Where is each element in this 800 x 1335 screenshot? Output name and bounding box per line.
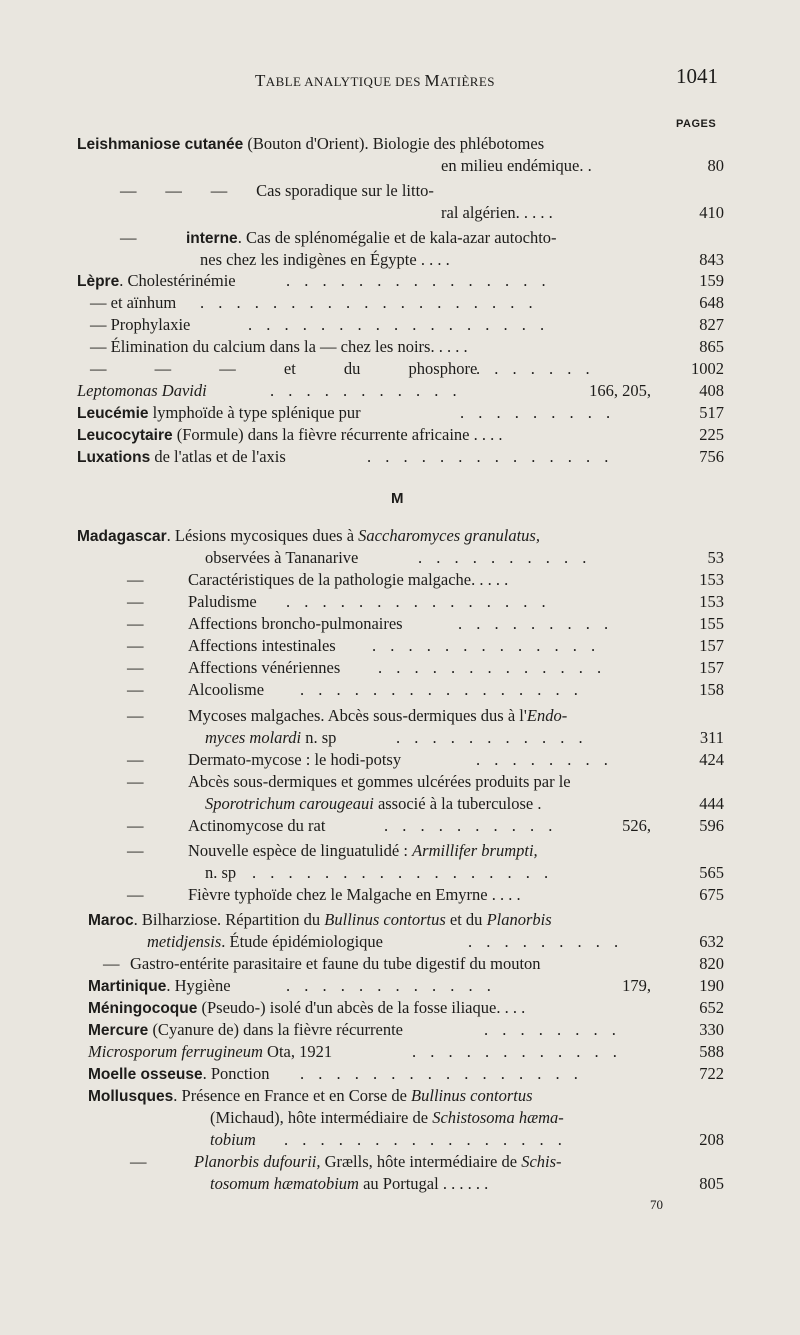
index-entry: — Fièvre typhoïde chez le Malgache en Emyrne . . . . 675	[127, 885, 724, 904]
index-entry: Martinique. Hygiène . . . . . . . . . . . . 179, 190	[88, 976, 724, 995]
index-entry: tosomum hæmatobium au Portugal . . . . . . 805	[210, 1174, 724, 1193]
index-entry: en milieu endémique. . 80	[441, 156, 724, 175]
index-entry: (Michaud), hôte intermédiaire de Schistosoma hæma-	[210, 1108, 564, 1127]
index-entry: — Paludisme . . . . . . . . . . . . . . . 153	[127, 592, 724, 611]
index-entry: — Élimination du calcium dans la — chez les noirs. . . . . 865	[90, 337, 724, 356]
index-entry: — Caractéristiques de la pathologie malgache. . . . . 153	[127, 570, 724, 589]
index-entry: — Abcès sous-dermiques et gommes ulcérées produits par le	[127, 772, 571, 791]
index-entry: — — — Cas sporadique sur le litto-	[120, 181, 434, 200]
index-entry: metidjensis. Étude épidémiologique . . . . . . . . . 632	[147, 932, 724, 951]
index-entry: — Planorbis dufourii, Grælls, hôte intermédiaire de Schis-	[130, 1152, 562, 1171]
index-entry: — Actinomycose du rat . . . . . . . . . . 526, 596	[127, 816, 724, 835]
index-entry: nes chez les indigènes en Égypte . . . . 843	[200, 250, 724, 269]
index-entry: Microsporum ferrugineum Ota, 1921 . . . . . . . . . . . . 588	[88, 1042, 724, 1061]
index-entry: Lèpre. Cholestérinémie . . . . . . . . . . . . . . . 159	[77, 271, 724, 290]
index-entry: myces molardi n. sp . . . . . . . . . . . 311	[205, 728, 724, 747]
index-entry: — Mycoses malgaches. Abcès sous-dermiques dus à l'Endo-	[127, 706, 568, 725]
index-entry: — interne. Cas de splénomégalie et de kala-azar autochto-	[120, 228, 557, 247]
index-entry: ral algérien. . . . . 410	[441, 203, 724, 222]
index-entry: Leptomonas Davidi . . . . . . . . . . . 166, 205, 408	[77, 381, 724, 400]
index-entry: Moelle osseuse. Ponction . . . . . . . . . . . . . . . . 722	[88, 1064, 724, 1083]
index-entry: Mercure (Cyanure de) dans la fièvre récurrente . . . . . . . . 330	[88, 1020, 724, 1039]
index-entry: — Affections broncho-pulmonaires . . . . . . . . . 155	[127, 614, 724, 633]
index-entry: Luxations de l'atlas et de l'axis . . . . . . . . . . . . . . 756	[77, 447, 724, 466]
index-entry: — Affections intestinales . . . . . . . . . . . . . 157	[127, 636, 724, 655]
index-entry: — Prophylaxie . . . . . . . . . . . . . . . . . 827	[90, 315, 724, 334]
running-header-title: TABLE ANALYTIQUE DES MATIÈRES	[255, 71, 495, 90]
index-entry: — — — et du phosphore . . . . . . . 1002	[90, 359, 724, 378]
index-entry: n. sp . . . . . . . . . . . . . . . . . 565	[205, 863, 724, 882]
index-entry: — et aïnhum . . . . . . . . . . . . . . . . . . . 648	[90, 293, 724, 312]
index-entry: — Dermato-mycose : le hodi-potsy . . . . . . . . 424	[127, 750, 724, 769]
index-entry: — Affections vénériennes . . . . . . . . . . . . . 157	[127, 658, 724, 677]
signature-mark: 70	[650, 1197, 663, 1212]
index-entry: Méningocoque (Pseudo-) isolé d'un abcès de la fosse iliaque. . . . 652	[88, 998, 724, 1017]
index-entry: — Nouvelle espèce de linguatulidé : Armillifer brumpti,	[127, 841, 538, 860]
index-entry: — Gastro-entérite parasitaire et faune du tube digestif du mouton 820	[103, 954, 724, 973]
section-letter: M	[391, 490, 404, 507]
index-entry: — Alcoolisme . . . . . . . . . . . . . . . . 158	[127, 680, 724, 699]
pages-column-label: PAGES	[676, 118, 717, 130]
index-entry: observées à Tananarive . . . . . . . . . . 53	[205, 548, 724, 567]
index-entry: Sporotrichum carougeaui associé à la tuberculose . 444	[205, 794, 724, 813]
index-entry: Leucémie lymphoïde à type splénique pur . . . . . . . . . 517	[77, 403, 724, 422]
index-entry: Madagascar. Lésions mycosiques dues à Saccharomyces granulatus,	[77, 526, 540, 545]
index-entry: Maroc. Bilharziose. Répartition du Bullinus contortus et du Planorbis	[88, 910, 552, 929]
index-entry: Leishmaniose cutanée (Bouton d'Orient). Biologie des phlébotomes	[77, 134, 545, 153]
index-entry: Leucocytaire (Formule) dans la fièvre récurrente africaine . . . . 225	[77, 425, 724, 444]
index-entry: Mollusques. Présence en France et en Corse de Bullinus contortus	[88, 1086, 533, 1105]
page-number: 1041	[676, 64, 718, 88]
index-entry: tobium . . . . . . . . . . . . . . . . 208	[210, 1130, 724, 1149]
